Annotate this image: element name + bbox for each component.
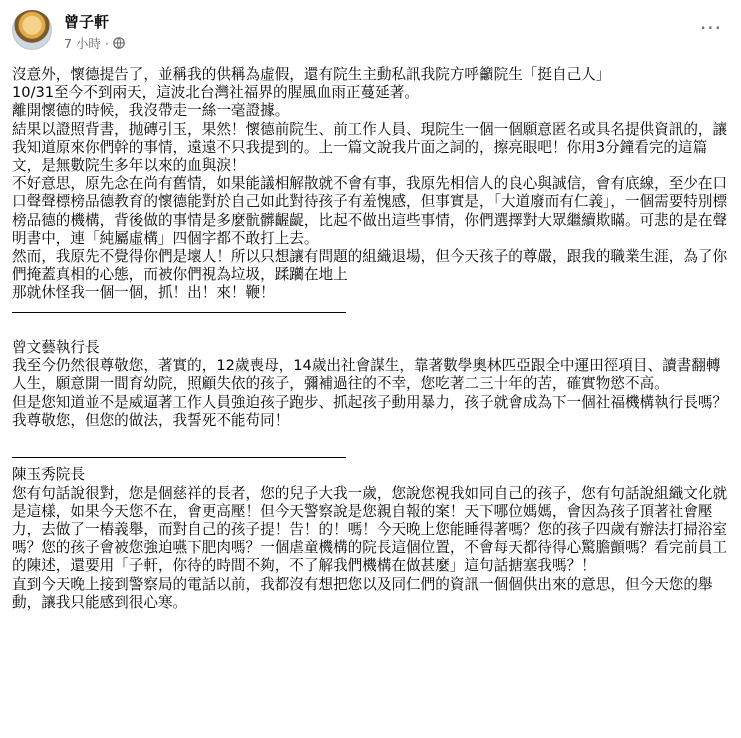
author-name[interactable]: 曾子軒 [64, 13, 110, 31]
post-paragraph: 直到今天晚上接到警察局的電話以前，我都沒有想把您以及同仁們的資訊一個個供出來的意思，但今天您的舉動，讓我只能感到很心寒。 [12, 575, 713, 611]
post-paragraph: 10/31至今不到兩天，這波北台灣社福界的腥風血雨正蔓延著。 [12, 84, 419, 102]
post-meta [64, 34, 125, 52]
post-timestamp[interactable]: 7 小時 [64, 36, 101, 51]
ellipsis-icon[interactable]: ··· [699, 16, 723, 40]
post-paragraph: 您有句話說很對，您是個慈祥的長者，您的兒子大我一歲，您說您視我如同自己的孩子，您有句話說組織文化就是這樣，如果今天您不在，會更高壓！但今天警察說是您親自報的案！天下哪位媽媽，會因為孩子頂著社會壓力，去做了一樁義舉，而對自己的孩子提！告！的！嗎！今天晚上您能睡得著嗎？您的孩子四歲有辦法打掃浴室嗎？您的孩子會被您強迫嚥下肥肉嗎？一個虐童機構的院長這個位置，不會每天都待得心驚膽顫嗎？看完前員工的陳述，還要用「子軒，你待的時間不夠，不了解我們機構在做甚麼」這句話搪塞我嗎？！ [12, 484, 728, 575]
avatar[interactable] [12, 10, 52, 50]
post-paragraph: 我至今仍然很尊敬您，著實的，12歲喪母，14歲出社會謀生，靠著數學奧林匹亞跟全中運田徑項目、讀書翻轉人生，願意開一間育幼院，照顧失依的孩子，彌補過往的不幸，您吃著二三十年的苦，確實物慾不高。 [12, 357, 721, 393]
globe-icon[interactable] [113, 37, 125, 49]
blank-line [12, 430, 729, 448]
post-paragraph: 那就休怪我一個一個，抓！出！來！鞭！ [12, 284, 275, 302]
post-header [12, 10, 729, 58]
post-paragraph: 沒意外，懷德提告了，並稱我的供稱為虛假，還有院生主動私訊我院方呼籲院生「挺自己人」 [12, 66, 611, 83]
post-body [12, 66, 729, 612]
post-paragraph: 但是您知道並不是威逼著工作人員強迫孩子跑步、抓起孩子動用暴力，孩子就會成為下一個社福機構執行長嗎？我尊敬您，但您的做法，我誓死不能苟同！ [12, 393, 728, 429]
section-divider [12, 448, 729, 466]
meta-separator: · [104, 35, 109, 51]
section-divider [12, 303, 729, 321]
post-paragraph: 不好意思，原先念在尚有舊情，如果能議相解散就不會有事，我原先相信人的良心與誠信，會有底線，至少在口口聲聲標榜品德教育的懷德能對於自己如此對待孩子有羞愧感，但事實是，「大道廢而有仁義」，一個需要特別標榜品德的機構，背後做的事情是多麼骯髒齷齪，比起不做出這些事情，你們選擇對大眾繼續欺瞞。可悲的是在聲明書中，連「純屬虛構」四個字都不敢打上去。 [12, 175, 728, 247]
blank-line [12, 321, 729, 339]
post-paragraph: 離開懷德的時候，我沒帶走一絲一毫證據。 [12, 102, 290, 120]
post-paragraph: 結果以證照背書，抛磚引玉，果然！懷德前院生、前工作人員、現院生一個一個願意匿名或具名提供資訊的，讓我知道原來你們幹的事情，遠遠不只我提到的。上一篇文說我片面之詞的，擦亮眼吧！你用3分鐘看完的這篇文，是無數院生多年以來的血與淚！ [12, 120, 728, 175]
section-heading: 陳玉秀院長 [12, 466, 85, 484]
post-paragraph: 然而，我原先不覺得你們是壞人！所以只想讓有問題的組織退場，但今天孩子的尊嚴，跟我的職業生涯，為了你們掩蓋真相的心態，而被你們視為垃圾，蹂躪在地上 [12, 248, 728, 284]
section-heading: 曾文藝執行長 [12, 339, 100, 357]
